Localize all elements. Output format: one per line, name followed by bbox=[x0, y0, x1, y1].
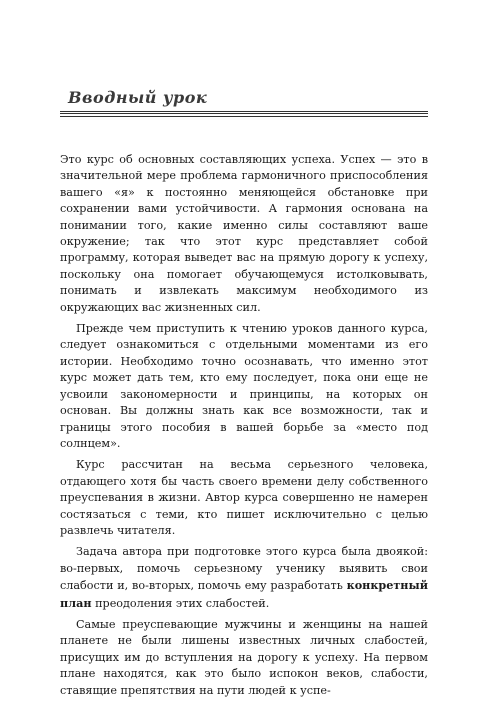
paragraph-4-start: Задача автора при подготовке этого курса была двоякой: во-первых, помочь серьезному ученику выявить свои слабости и, во-вторых, помочь ему разработать bbox=[60, 545, 428, 593]
chapter-title: Вводный урок bbox=[68, 88, 208, 107]
paragraph-1: Это курс об основных составляющих успеха. Успех — это в значительной мере проблема гармоничного приспособления вашего «я» к постоянно меняющейся обстановке при сохранении вами устойчивости. А гармония основана на понимании того, какие именно силы составляют ваше окружение; так что этот курс представляет собой программу, которая выведет вас на прямую дорогу к успеху, поскольку она помогает обучающемуся истолковывать, понимать и извлекать максимум необходимого из окружающих вас жизненных сил. bbox=[60, 153, 428, 314]
paragraph-3: Курс рассчитан на весьма серьезного человека, отдающего хотя бы часть своего времени делу собственного преуспевания в жизни. Автор курса совершенно не намерен состязаться с теми, кто пишет исключительно с целью развлечь читателя. bbox=[60, 458, 428, 537]
emphasis-concrete-plan: конкретный план bbox=[60, 578, 428, 610]
body-text bbox=[60, 152, 428, 704]
paragraph-2: Прежде чем приступить к чтению уроков данного курса, следует ознакомиться с отдельными моментами из его истории. Необходимо точно осознавать, что именно этот курс может дать тем, кто ему последует, пока они еще не усвоили закономерности и принципы, на которых он основан. Вы должны знать как все возможности, так и границы этого пособия в вашей борьбе за «место под солнцем». bbox=[60, 322, 428, 450]
paragraph-4 bbox=[60, 544, 428, 612]
paragraph-5: Самые преуспевающие мужчины и женщины на нашей планете не были лишены известных личных слабостей, присущих им до вступления на дорогу к успеху. На первом плане находятся, как это было испокон веков, слабости, ставящие препятствия на пути людей к успе- bbox=[60, 617, 428, 697]
paragraph-4-end: преодоления этих слабостей. bbox=[91, 596, 270, 610]
chapter-heading bbox=[60, 86, 428, 114]
